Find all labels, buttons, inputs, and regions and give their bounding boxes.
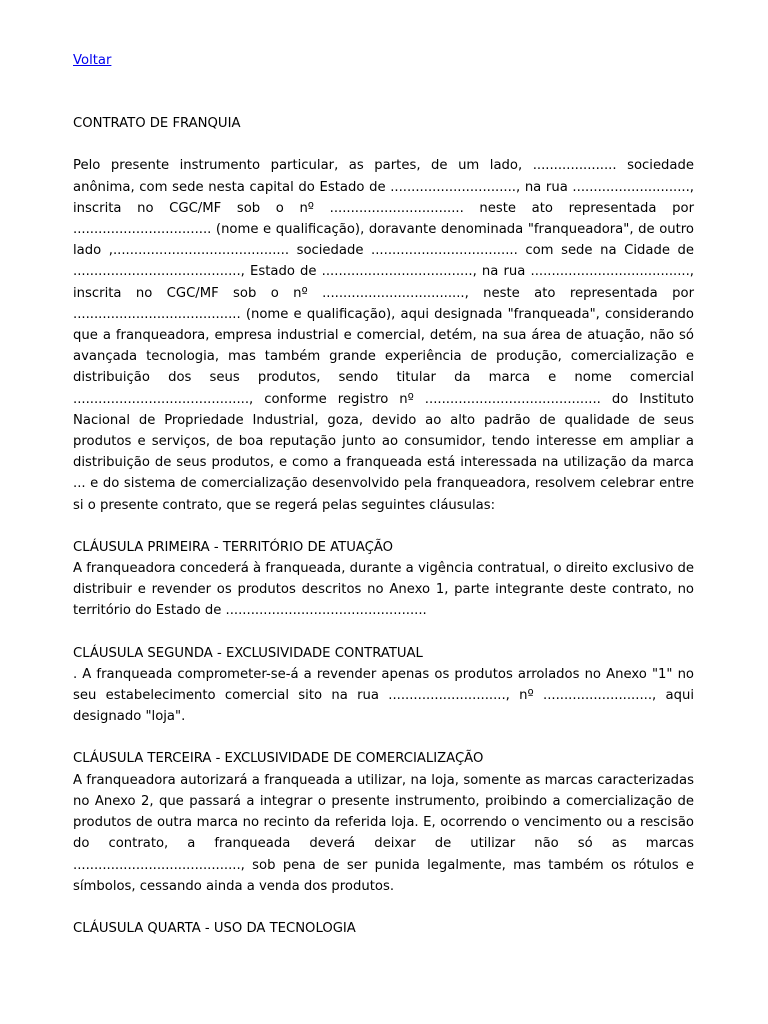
clause-1 [73, 537, 694, 622]
clause-text: A franqueadora concederá à franqueada, durante a vigência contratual, o direito exclusivo de distribuir e revender os produtos descritos no Anexo 1, parte integrante deste contrato, no território do Estado de ................................................ [73, 561, 694, 619]
clause-text: A franqueadora autorizará a franqueada a utilizar, na loja, somente as marcas caracterizadas no Anexo 2, que passará a integrar o presente instrumento, proibindo a comercialização de produtos de outra marca no recinto da referida loja. E, ocorrendo o vencimento ou a rescisão do contrato, a franqueada deverá deixar de utilizar não só as marcas ........................................, sob pena de ser punida legalmente, mas também os rótulos e símbolos, cessando ainda a venda dos produtos. [73, 772, 694, 894]
clause-heading: CLÁUSULA PRIMEIRA - TERRITÓRIO DE ATUAÇÃO [73, 539, 394, 555]
back-link[interactable]: Voltar [73, 53, 112, 68]
clause-3 [73, 748, 694, 896]
clause-4 [73, 918, 694, 939]
clause-heading: CLÁUSULA TERCEIRA - EXCLUSIVIDADE DE COMERCIALIZAÇÃO [73, 751, 484, 767]
intro-paragraph: Pelo presente instrumento particular, as partes, de um lado, .................... sociedade anônima, com sede nesta capital do Estado de .............................., na rua ............................, inscrita no CGC/MF sob o nº ................................ neste ato representada por ................................. (nome e qualificação), doravante denominada "franqueadora", de outro lado ,.......................................... sociedade ................................... com sede na Cidade de ........................................, Estado de ...................................., na rua ......................................, inscrita no CGC/MF sob o nº .................................., neste ato representada por ........................................ (nome e qualificação), aqui designada "franqueada", considerando que a franqueadora, empresa industrial e comercial, detém, na sua área de atuação, não só avançada tecnologia, mas também grande experiência de produção, comercialização e distribuição dos seus produtos, sendo titular da marca e nome comercial .........................................., conforme registro nº .......................................... do Instituto Nacional de Propriedade Industrial, goza, devido ao alto padrão de qualidade de seus produtos e serviços, de boa reputação junto ao consumidor, tendo interesse em ampliar a distribuição de seus produtos, e como a franqueada está interessada na utilização da marca ... e do sistema de comercialização desenvolvido pela franqueadora, resolvem celebrar entre si o presente contrato, que se regerá pelas seguintes cláusulas: [73, 158, 694, 513]
clause-2 [73, 643, 694, 728]
clause-heading: CLÁUSULA SEGUNDA - EXCLUSIVIDADE CONTRATUAL [73, 645, 423, 661]
document-page [73, 50, 694, 939]
clause-heading: CLÁUSULA QUARTA - USO DA TECNOLOGIA [73, 920, 356, 936]
document-title: CONTRATO DE FRANQUIA [73, 116, 241, 132]
clause-text: . A franqueada comprometer-se-á a revender apenas os produtos arrolados no Anexo "1" no seu estabelecimento comercial sito na rua ............................, nº .........................., aqui designado "loja". [73, 666, 694, 725]
